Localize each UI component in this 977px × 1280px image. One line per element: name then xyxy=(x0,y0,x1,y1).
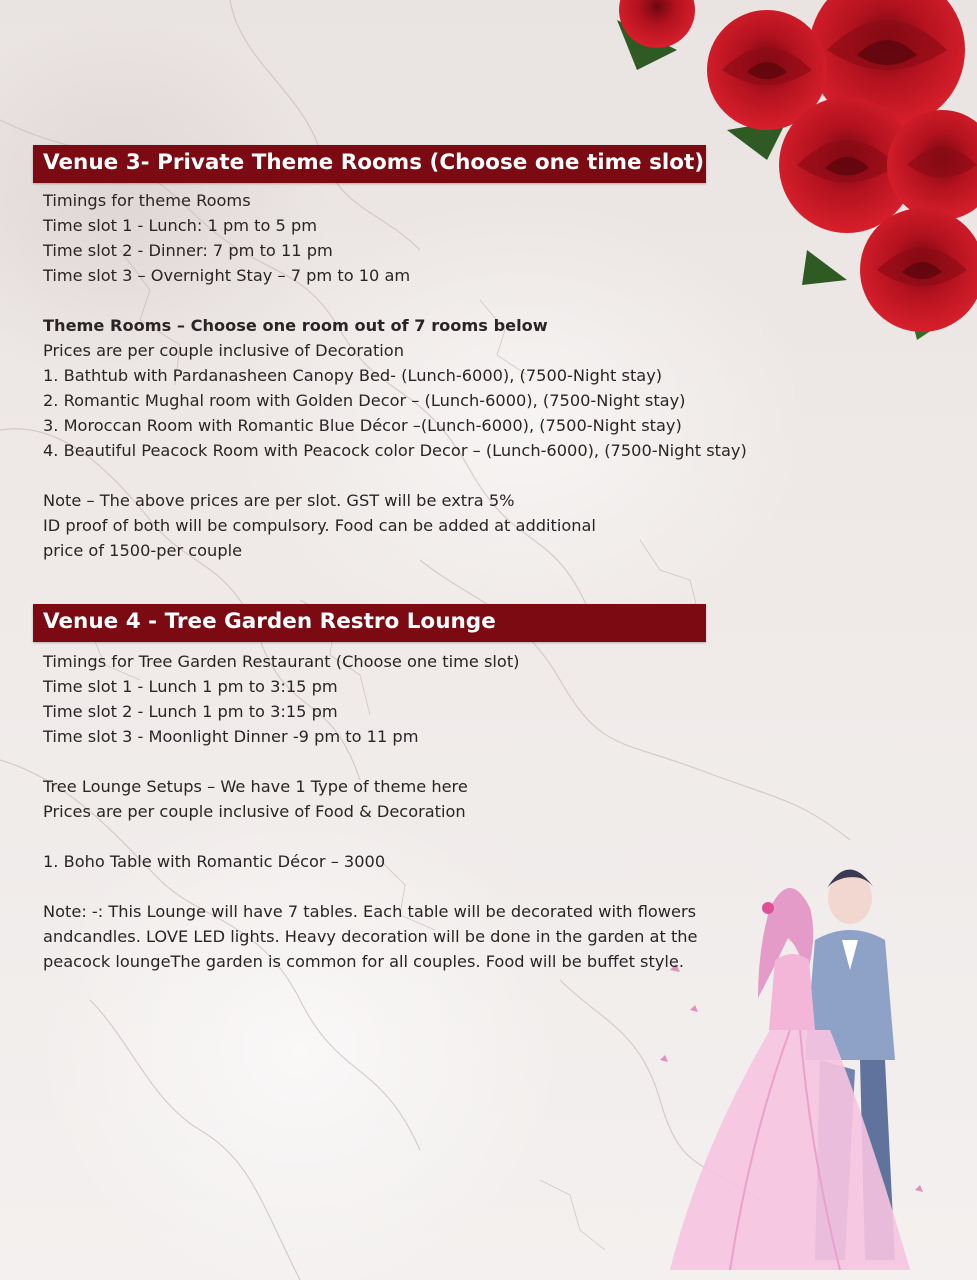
venue-3-time-slot: Time slot 1 - Lunch: 1 pm to 5 pm xyxy=(43,216,318,235)
venue-4-timings-title: Timings for Tree Garden Restaurant (Choose one time slot) xyxy=(43,652,520,671)
venue-4-time-slot: Time slot 3 - Moonlight Dinner -9 pm to 11 pm xyxy=(43,727,419,746)
venue-3-note-line: price of 1500-per couple xyxy=(43,541,243,560)
tree-lounge-setup-item: 1. Boho Table with Romantic Décor – 3000 xyxy=(43,852,386,871)
venue-3-header xyxy=(33,145,706,183)
venue-3-prices-note: Prices are per couple inclusive of Decoration xyxy=(43,341,404,360)
venue-4-details xyxy=(43,649,698,974)
venue-4-note-line: andcandles. LOVE LED lights. Heavy decoration will be done in the garden at the xyxy=(43,927,698,946)
venue-4-note-line: peacock loungeThe garden is common for all couples. Food will be buffet style. xyxy=(43,952,685,971)
venue-3-note-line: ID proof of both will be compulsory. Food can be added at additional xyxy=(43,516,596,535)
theme-room-item: 3. Moroccan Room with Romantic Blue Décor –(Lunch-6000), (7500-Night stay) xyxy=(43,416,682,435)
venue-4-title: Venue 4 - Tree Garden Restro Lounge xyxy=(43,609,496,634)
venue-4-note-line: Note: -: This Lounge will have 7 tables. Each table will be decorated with flowers xyxy=(43,902,697,921)
venue-3-title: Venue 3- Private Theme Rooms (Choose one time slot) xyxy=(43,150,705,175)
venue-3-timings-title: Timings for theme Rooms xyxy=(43,191,251,210)
venue-3-note-line: Note – The above prices are per slot. GST will be extra 5% xyxy=(43,491,515,510)
theme-room-item: 1. Bathtub with Pardanasheen Canopy Bed- (Lunch-6000), (7500-Night stay) xyxy=(43,366,663,385)
venue-4-time-slot: Time slot 2 - Lunch 1 pm to 3:15 pm xyxy=(43,702,338,721)
venue-4-prices-note: Prices are per couple inclusive of Food & Decoration xyxy=(43,802,466,821)
venue-4-header xyxy=(33,604,706,642)
theme-room-item: 4. Beautiful Peacock Room with Peacock color Decor – (Lunch-6000), (7500-Night stay) xyxy=(43,441,747,460)
venue-3-time-slot: Time slot 3 – Overnight Stay – 7 pm to 10 am xyxy=(43,266,411,285)
tree-lounge-setups-title: Tree Lounge Setups – We have 1 Type of theme here xyxy=(43,777,468,796)
venue-4-time-slot: Time slot 1 - Lunch 1 pm to 3:15 pm xyxy=(43,677,338,696)
theme-room-item: 2. Romantic Mughal room with Golden Decor – (Lunch-6000), (7500-Night stay) xyxy=(43,391,686,410)
theme-rooms-title: Theme Rooms – Choose one room out of 7 rooms below xyxy=(43,316,548,335)
venue-3-time-slot: Time slot 2 - Dinner: 7 pm to 11 pm xyxy=(43,241,333,260)
venue-3-details xyxy=(43,188,747,563)
